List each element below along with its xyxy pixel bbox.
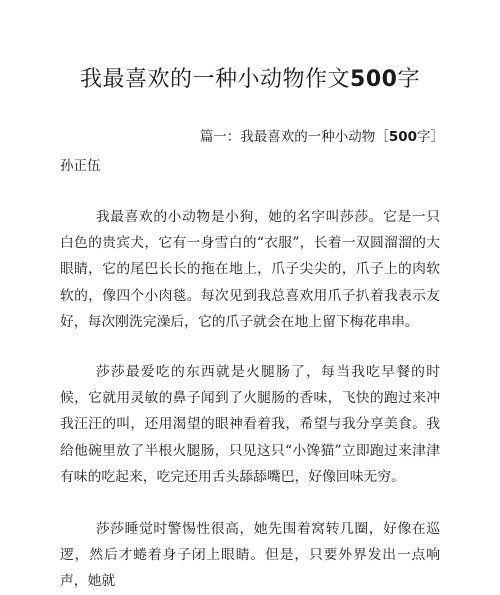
section-heading-suffix: 字］ xyxy=(417,129,444,145)
document-title xyxy=(0,66,500,94)
title-prefix: 我最喜欢的一种小动物作文 xyxy=(80,67,351,92)
title-number: 500 xyxy=(350,67,398,92)
title-suffix: 字 xyxy=(397,67,420,92)
paragraph-3: 莎莎睡觉时警惕性很高，她先围着窝转几圈，好像在巡逻，然后才蜷着身子闭上眼睛。但是，只要外界发出一点响声，她就 xyxy=(60,521,440,590)
paragraph-2: 莎莎最爱吃的东西就是火腿肠了，每当我吃早餐的时候，它就用灵敏的鼻子闻到了火腿肠的香味，飞快的跑过来冲我汪汪的叫，还用渴望的眼神看着我，希望与我分享美食。我给他碗里放了半根火腿肠，只见这只“小馋猫”立即跑过来津津有味的吃起来，吃完还用舌头舔舔嘴巴，好像回味无穷。 xyxy=(60,364,440,485)
paragraph-1: 我最喜欢的小动物是小狗，她的名字叫莎莎。它是一只白色的贵宾犬，它有一身雪白的“衣服”，长着一双圆溜溜的大眼睛，它的尾巴长长的拖在地上，爪子尖尖的，爪子上的肉软软的，像四个小肉毯。每次见到我总喜欢用爪子扒着我表示友好，每次刚洗完澡后，它的爪子就会在地上留下梅花串串。 xyxy=(60,209,440,330)
author-name: 孙正伍 xyxy=(60,158,101,174)
section-heading-prefix: 篇一：我最喜欢的一种小动物［ xyxy=(199,129,389,145)
section-heading xyxy=(200,128,444,146)
section-heading-number: 500 xyxy=(388,129,417,145)
